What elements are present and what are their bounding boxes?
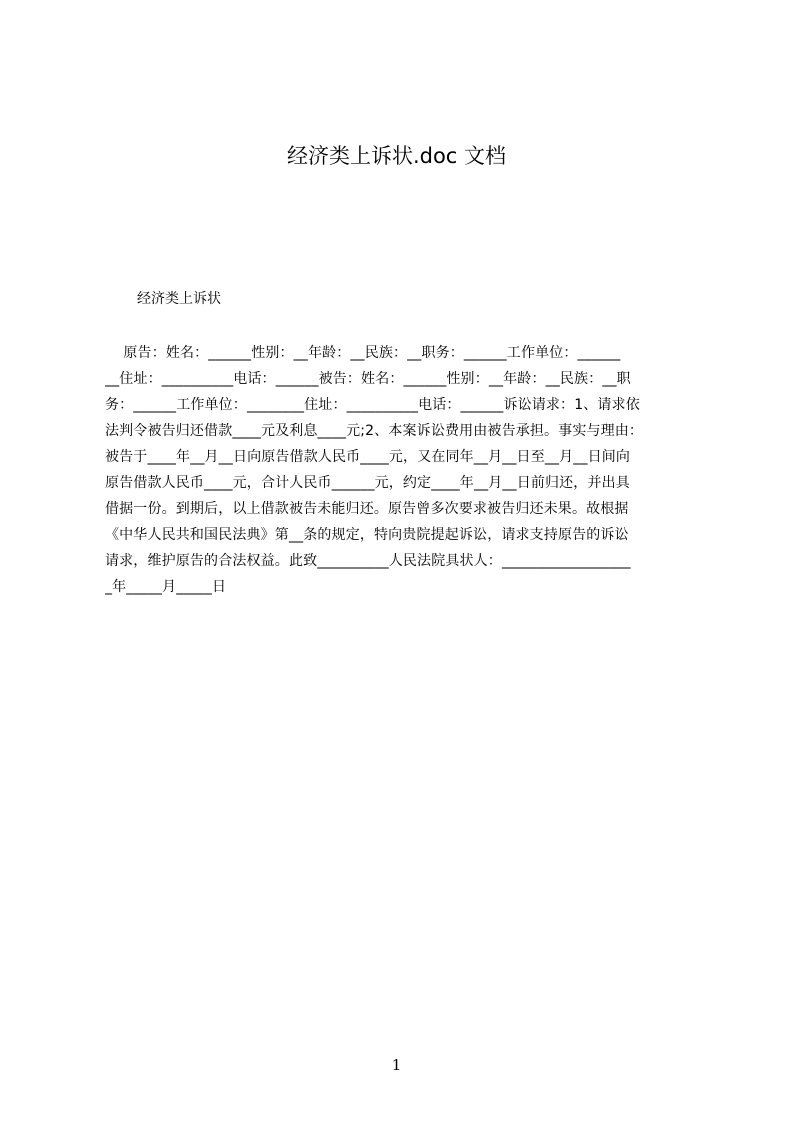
body-line: 法判令被告归还借款____元及利息____元;2、本案诉讼费用由被告承担。事实与理由： [105, 423, 644, 439]
document-heading: 经济类上诉状 [137, 291, 221, 307]
body-line: 原告：姓名：______性别：__年龄：__民族：__职务：______工作单位：______ [105, 345, 621, 361]
body-line: 被告于____年__月__日向原告借款人民币____元，又在同年__月__日至__月__日间向 [105, 449, 631, 465]
body-line: 请求，维护原告的合法权益。此致__________人民法院具状人：__________________ [105, 553, 631, 569]
body-line: 《中华人民共和国民法典》第__条的规定，特向贵院提起诉讼，请求支持原告的诉讼 [105, 527, 629, 543]
body-line: 原告借款人民币____元，合计人民币______元，约定____年__月__日前归还，并出具 [105, 475, 630, 491]
body-line: __住址：__________电话：______被告：姓名：______性别：__年龄：__民族：__职 [105, 371, 631, 387]
document-body [105, 340, 698, 610]
page-number: 1 [391, 1056, 402, 1074]
body-line: 借据一份。到期后，以上借款被告未能归还。原告曾多次要求被告归还未果。故根据 [105, 501, 629, 517]
document-title: 经济类上诉状.doc 文档 [286, 144, 507, 168]
body-line: 务：______工作单位：________住址：__________电话：______诉讼请求：1、请求依 [105, 397, 640, 413]
body-line: _年_____月_____日 [105, 579, 227, 595]
